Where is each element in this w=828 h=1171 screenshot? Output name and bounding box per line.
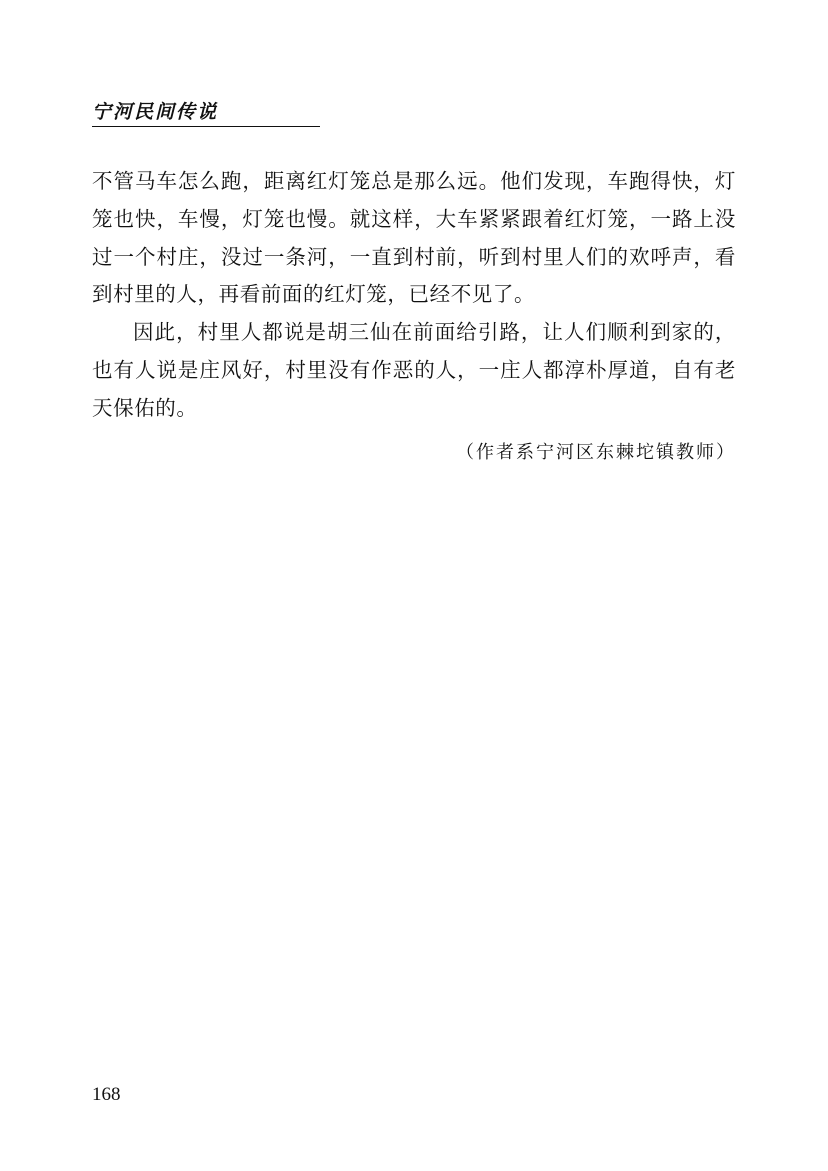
running-header [92,100,320,127]
author-attribution: （作者系宁河区东棘坨镇教师） [456,442,736,463]
paragraph-conclusion: 因此，村里人都说是胡三仙在前面给引路，让人们顺利到家的，也有人说是庄风好，村里没有作恶的人，一庄人都淳朴厚道，自有老天保佑的。 [92,320,736,420]
page-number: 168 [92,1084,121,1105]
running-header-title: 宁河民间传说 [92,101,219,123]
paragraph-continuation: 不管马车怎么跑，距离红灯笼总是那么远。他们发现，车跑得快，灯笼也快，车慢，灯笼也慢。就这样，大车紧紧跟着红灯笼，一路上没过一个村庄，没过一条河，一直到村前，听到村里人们的欢呼声，看到村里的人，再看前面的红灯笼，已经不见了。 [92,169,736,307]
body-text [92,163,736,428]
